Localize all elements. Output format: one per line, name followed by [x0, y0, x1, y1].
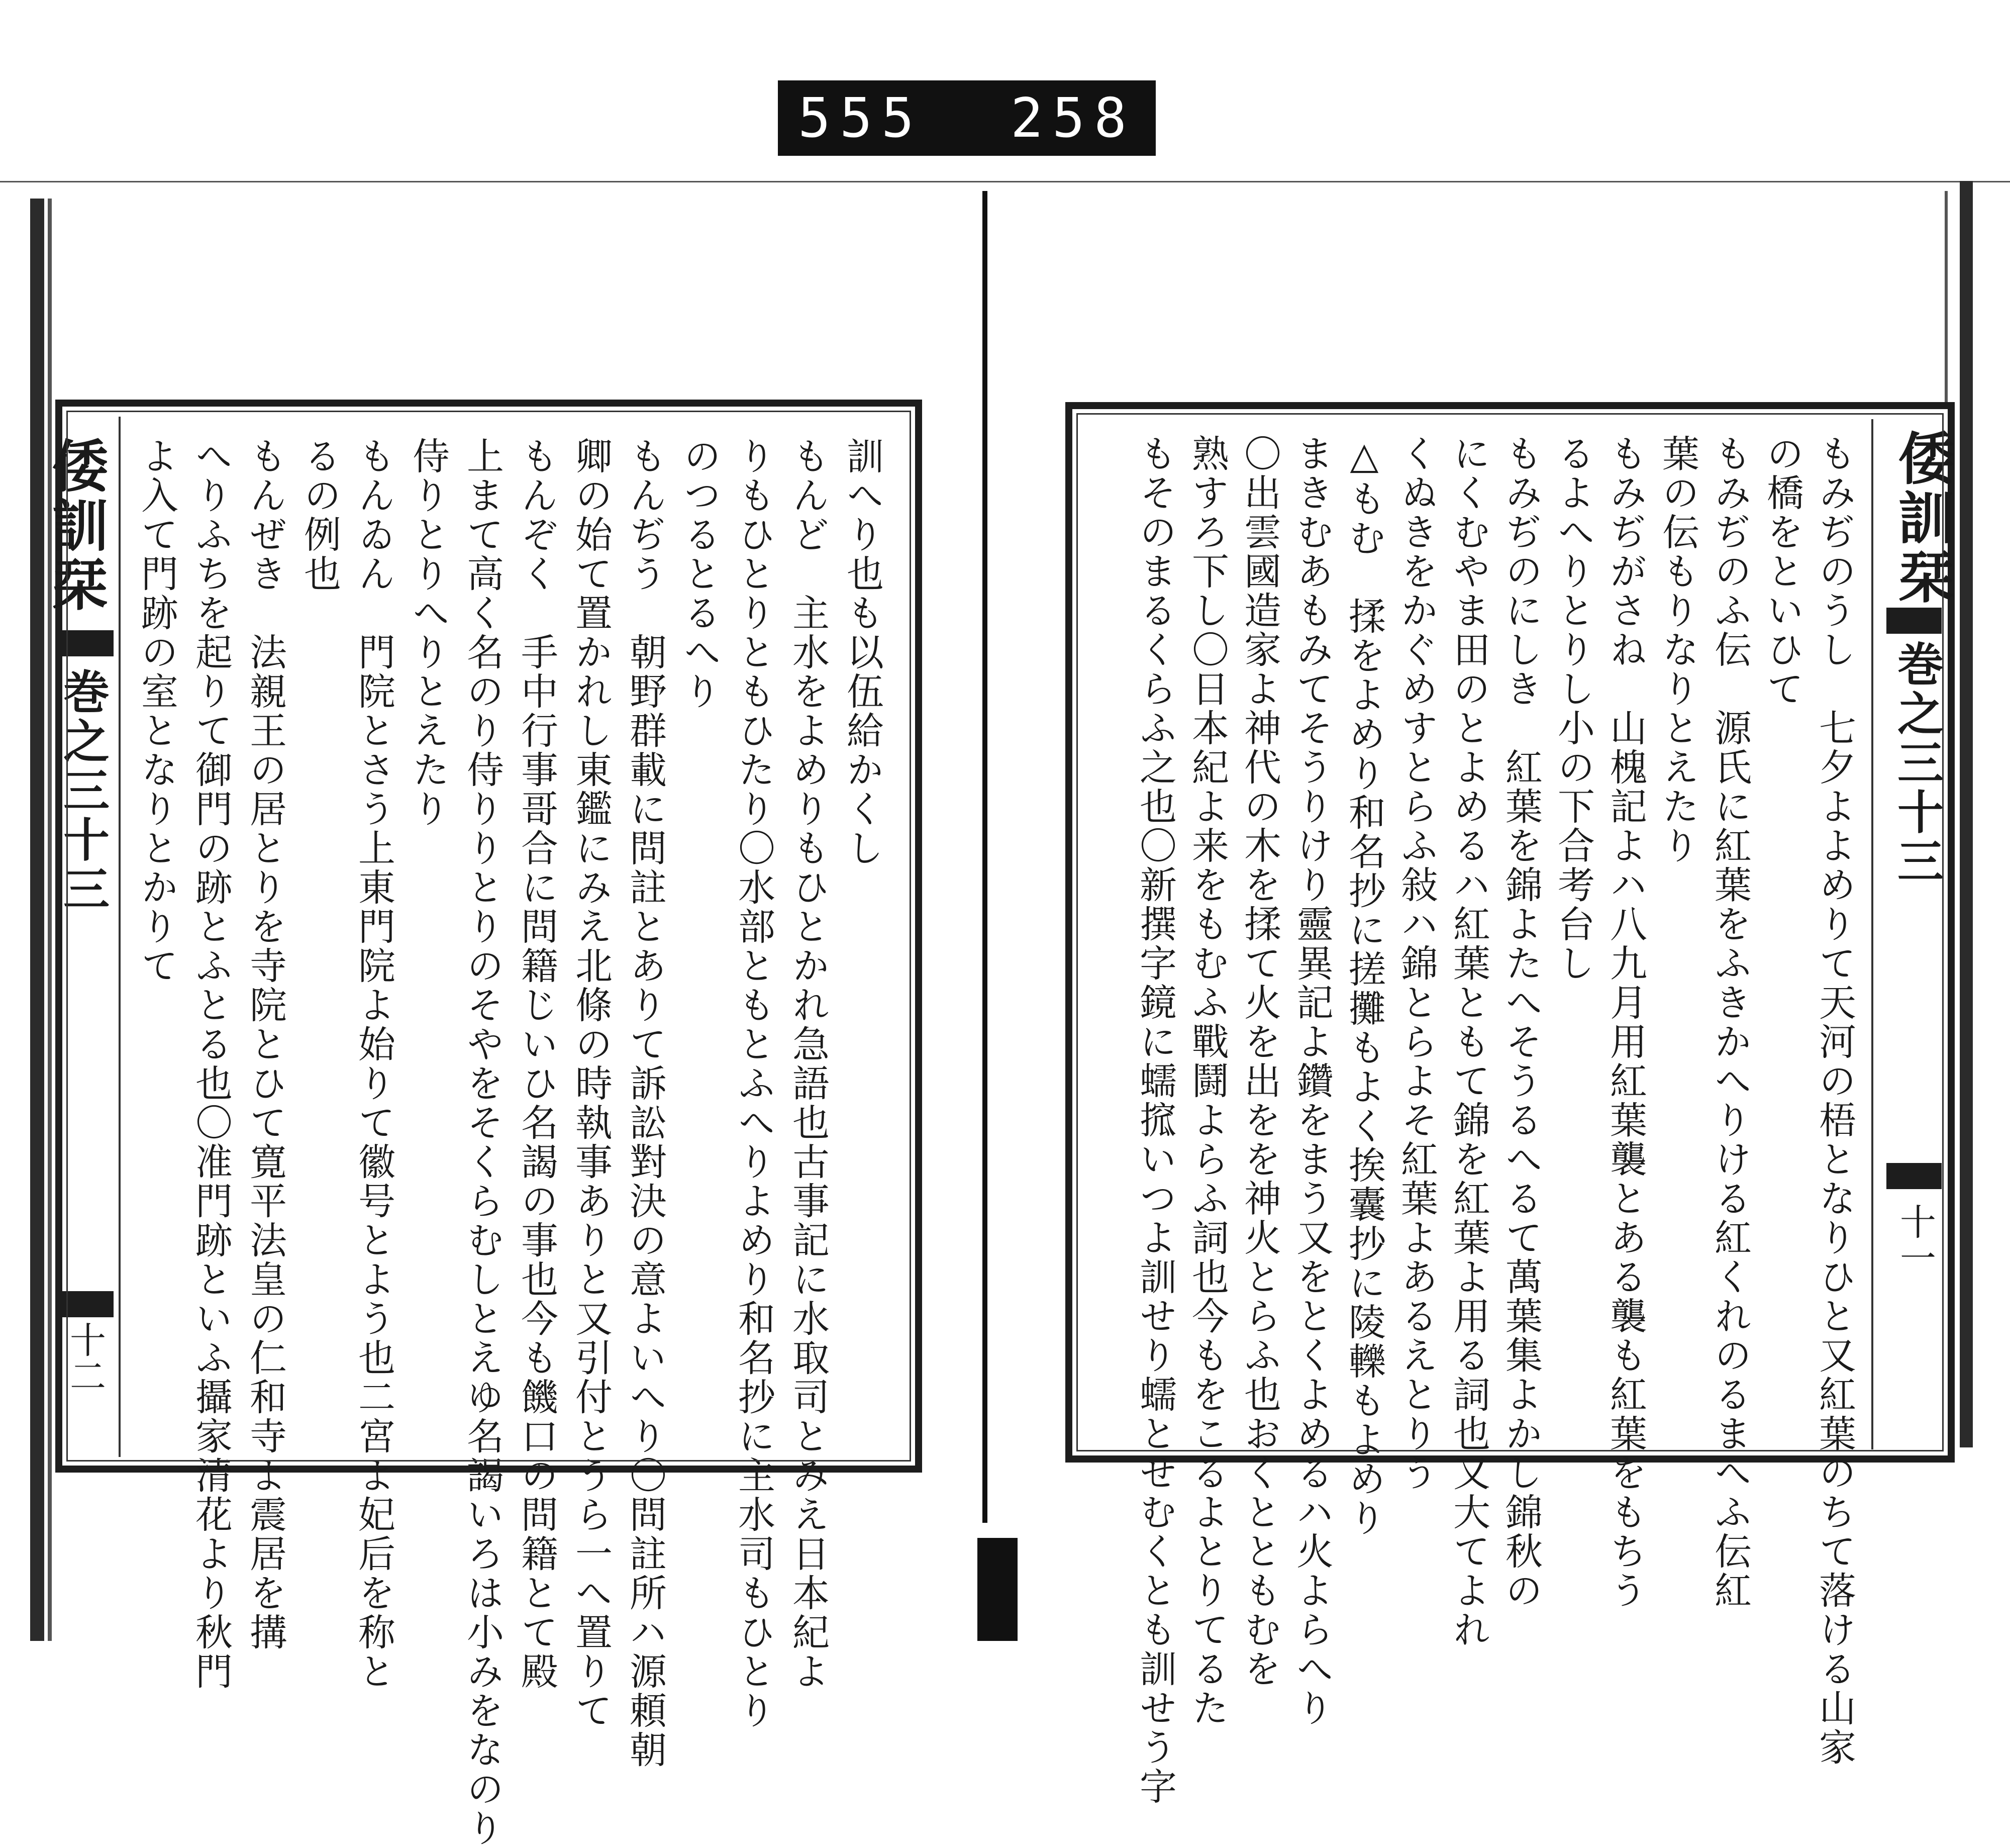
right-col-4: 葉の伝もりなりとえたり — [1656, 434, 1699, 865]
left-col-12: もんぜき 法親王の居とりを寺院とひて寛平法皇の仁和寺よ震居を搆 — [244, 437, 287, 1652]
left-col-10: もんゐん 門院とさう上東門院よ始りて徽号とよう也二宮よ妃后を称と — [352, 437, 395, 1691]
right-col-13: 熟すろ下し〇日本紀よ来をもむふ戰鬪よらふ詞也今もをこるよとりてるた — [1186, 434, 1229, 1728]
book-spine — [982, 191, 987, 1523]
right-col-10: △もむ 揉をよめり和名抄に搓攤もよく挨囊抄に陵轢もよめり — [1343, 434, 1386, 1538]
right-col-11: まきむあもみてそうりけり靈異記よ鑽をまう又をとくよめるハ火よらへり — [1290, 434, 1334, 1728]
right-page-side-title: 倭訓栞 — [1889, 429, 1955, 607]
left-col-5: もんぢう 朝野群載に問註とありて訴訟對決の意よいへり〇問註所ハ源頼朝 — [624, 437, 667, 1770]
right-col-7: もみぢのにしき 紅葉を錦よたへそうるへるて萬葉集よかし錦秋の — [1499, 434, 1543, 1610]
left-page-panel — [43, 400, 922, 1848]
right-page-frame-divider — [1871, 419, 1873, 1449]
right-col-14: もそのまるくらふ之也〇新撰字鏡に蠕搲いつよ訓せり蠕とせむくとも訓せう字 — [1134, 434, 1177, 1806]
right-fish-tail-top — [1886, 608, 1942, 634]
right-col-6: るよへりとりし小の下合考台し — [1552, 434, 1595, 983]
right-col-9: くぬきをかぐめすとらふ敍ハ錦とらよそ紅葉よあるえとりう — [1395, 434, 1438, 1493]
right-fish-tail-bottom — [1886, 1163, 1942, 1189]
archive-number-left: 555 — [798, 86, 924, 150]
book-spine-block — [977, 1538, 1018, 1641]
left-page-side-title: 倭訓栞 — [43, 437, 109, 615]
left-col-2: もんど 主水をよめりもひとかれ急語也古事記に水取司とみえ日本紀よ — [786, 437, 830, 1691]
right-page-volume: 巻之三十三 — [1890, 640, 1944, 887]
right-col-1: もみぢのうし 七夕よよめりて天河の梧となりひと又紅葉のちて落ける山家 — [1813, 434, 1856, 1767]
left-col-4: のつるとるへり — [678, 437, 721, 711]
left-page-folio: 十二 — [64, 1321, 106, 1394]
right-page-edge — [1960, 181, 1973, 1447]
left-col-6: 卿の始て置かれし東鑑にみえ北條の時執事ありと又引付とうら一へ置りて — [569, 437, 613, 1730]
right-col-8: にくむやま田のとよめるハ紅葉ともて錦を紅葉よ用る詞也又大てよれ — [1447, 434, 1490, 1649]
left-fish-tail-bottom — [58, 1291, 114, 1317]
left-col-3: りもひとりともひたり〇水部ともとふへりよめり和名抄に主水司もひとり — [732, 437, 775, 1730]
left-col-14: よ入て門跡の室となりとかりて — [135, 437, 178, 986]
archive-number-right: 258 — [1010, 86, 1136, 150]
left-page-volume: 巻之三十三 — [56, 668, 110, 914]
left-col-11: るの例也 — [298, 437, 341, 594]
left-page-edge — [30, 199, 44, 1641]
right-col-2: の橋をといひて — [1761, 434, 1804, 709]
right-col-5: もみぢがさね 山槐記よハ八九月用紅葉襲とある襲も紅葉をもちう — [1604, 434, 1647, 1610]
right-page-folio: 十一 — [1894, 1203, 1936, 1276]
left-col-1: 訓へり也も以伍給かくし — [841, 437, 884, 868]
archive-label — [778, 80, 1156, 156]
left-col-13: へりふちを起りて御門の跡とふとる也〇准門跡といふ攝家清花より秋門 — [189, 437, 233, 1691]
left-fish-tail-top — [58, 630, 114, 656]
right-col-3: もみぢのふ伝 源氏に紅葉をふきかへりける紅くれのるまへふ伝紅 — [1708, 434, 1752, 1610]
left-col-7: もんぞく 手中行事哥合に問籍じいひ名謁の事也今も饑口の問籍とて殿 — [515, 437, 558, 1691]
right-col-12: 〇出雲國造家よ神代の木を揉て火を出をを神火とらふ也おくとともむを — [1238, 434, 1281, 1689]
left-col-8: 上まて高く名のり侍りりとりのそやをそくらむしとえゆ名謁いろは小みをなのり — [461, 437, 504, 1848]
right-page-panel — [1065, 402, 1955, 1806]
left-col-9: 侍りとりへりとえたり — [407, 437, 450, 829]
left-page-edge-inner — [48, 199, 52, 1641]
left-page-frame-divider — [119, 417, 121, 1457]
book-top-rule — [0, 181, 2010, 198]
